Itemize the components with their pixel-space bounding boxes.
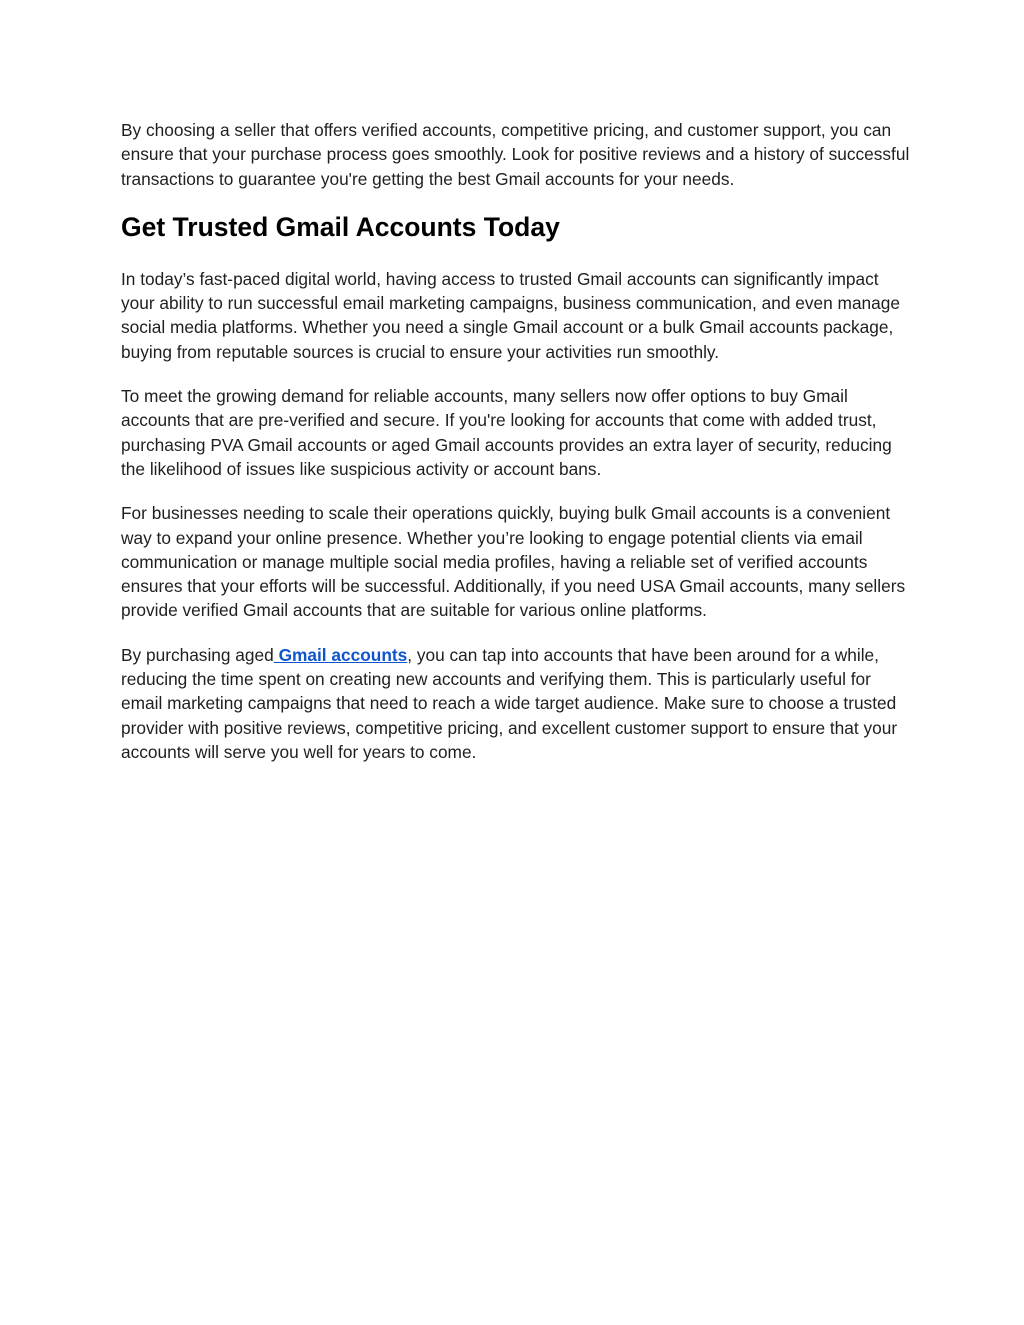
- intro-paragraph: By choosing a seller that offers verified accounts, competitive pricing, and customer support, you can ensure that your purchase process goes smoothly. Look for positive reviews and a history of successful transactions to guarantee you're getting the best Gmail accounts for your needs.: [121, 120, 910, 189]
- body-paragraph-2: To meet the growing demand for reliable accounts, many sellers now offer options to buy Gmail accounts that are pre-verified and secure. If you're looking for accounts that come with added trust, purchasing PVA Gmail accounts or aged Gmail accounts provides an extra layer of security, reducing the likelihood of issues like suspicious activity or account bans.: [121, 386, 892, 479]
- final-paragraph-rest: , you can tap into accounts that have been around for a while, reducing the time spent on creating new accounts and verifying them. This is particularly useful for email marketing campaigns that need to reach a wide target audience. Make sure to choose a trusted provider with positive reviews, competitive pricing, and excellent customer support to ensure that your accounts will serve you well for years to come.: [121, 644, 898, 762]
- final-paragraph-lead: By purchasing aged: [121, 644, 274, 665]
- gmail-accounts-link[interactable]: Gmail accounts: [273, 644, 408, 665]
- final-paragraph: [121, 643, 911, 764]
- section-heading: Get Trusted Gmail Accounts Today: [121, 211, 560, 242]
- body-paragraph-3: For businesses needing to scale their operations quickly, buying bulk Gmail accounts is a convenient way to expand your online presence. Whether you’re looking to engage potential clients via email communication or manage multiple social media profiles, having a reliable set of verified accounts ensures that your efforts will be successful. Additionally, if you need USA Gmail accounts, many sellers provide verified Gmail accounts that are suitable for various online platforms.: [121, 503, 906, 621]
- document-page: [121, 118, 911, 784]
- body-paragraph-1: In today’s fast-paced digital world, having access to trusted Gmail accounts can significantly impact your ability to run successful email marketing campaigns, business communication, and even manage social media platforms. Whether you need a single Gmail account or a bulk Gmail accounts package, buying from reputable sources is crucial to ensure your activities run smoothly.: [121, 268, 901, 362]
